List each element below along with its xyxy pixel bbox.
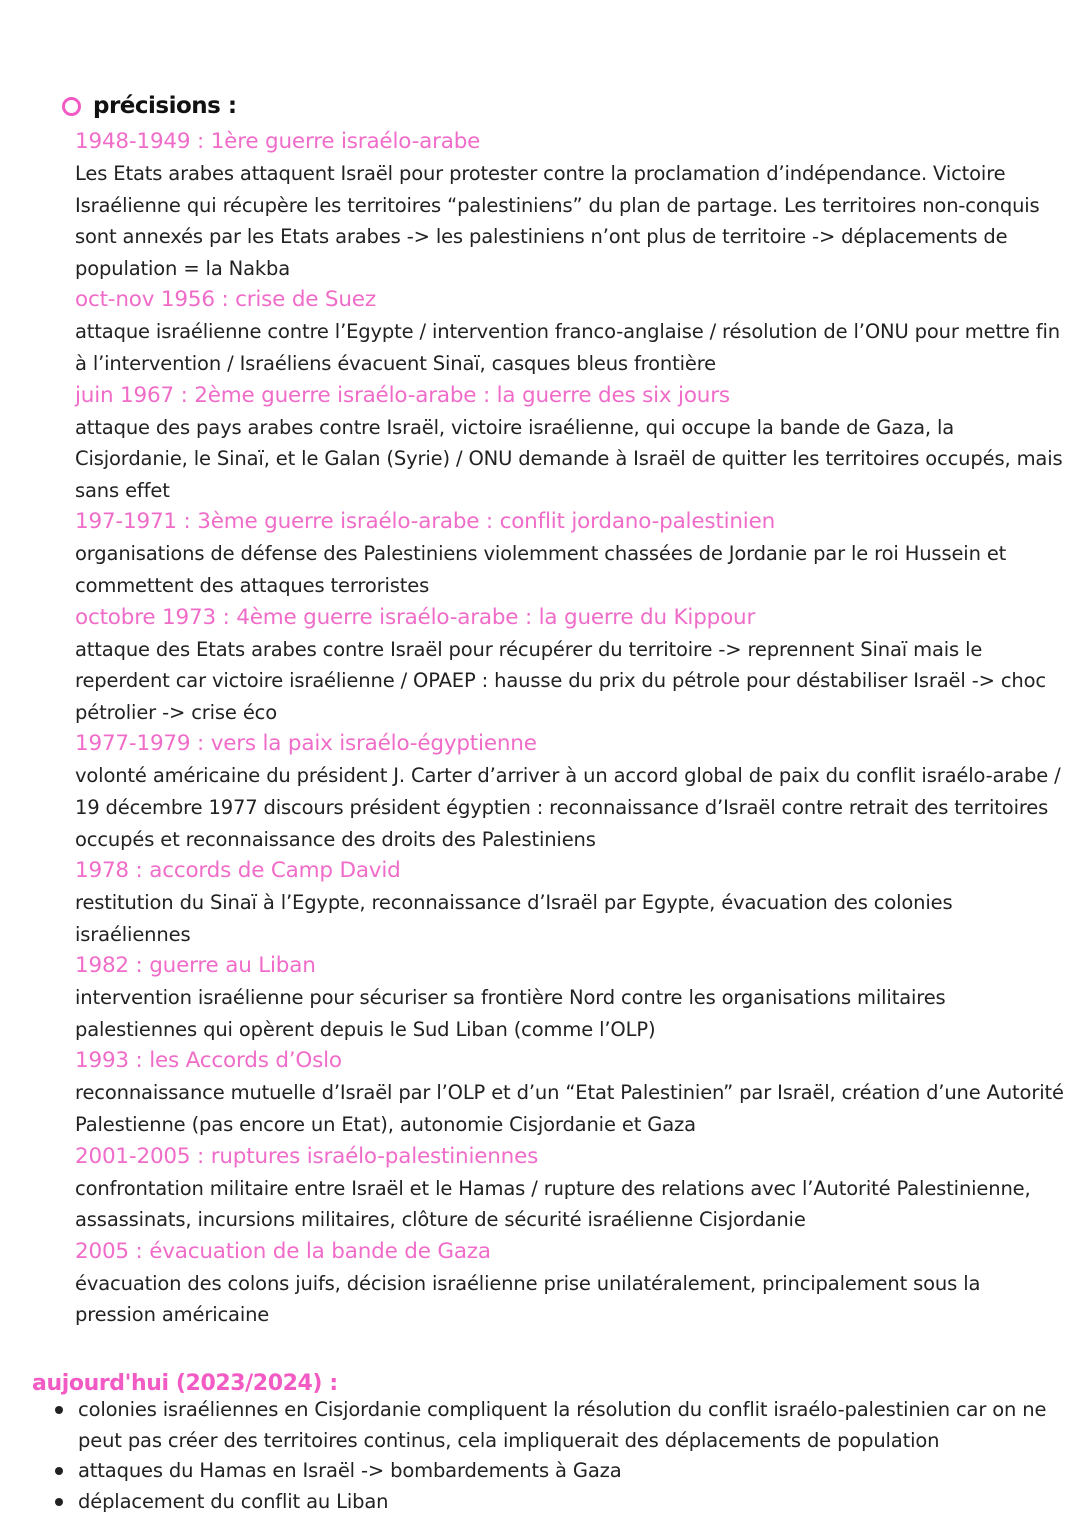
entry-title: oct-nov 1956 : crise de Suez bbox=[75, 287, 376, 313]
section-heading bbox=[62, 93, 237, 119]
entry-body: attaque des pays arabes contre Israël, victoire israélienne, qui occupe la bande de Gaza, la Cisjordanie, le Sinaï, et le Galan (Syrie) / ONU demande à Israël de quitter les territoires occupés, mais sans effet bbox=[75, 415, 1063, 502]
entry-body: intervention israélienne pour sécuriser sa frontière Nord contre les organisations militaires palestiennes qui opèrent depuis le Sud Liban (comme l’OLP) bbox=[75, 986, 946, 1041]
entry-title: 1982 : guerre au Liban bbox=[75, 953, 316, 979]
entry-title: 197-1971 : 3ème guerre israélo-arabe : conflit jordano-palestinien bbox=[75, 509, 776, 535]
entry-title: 2005 : évacuation de la bande de Gaza bbox=[75, 1238, 491, 1264]
entry-title: 1977-1979 : vers la paix israélo-égyptienne bbox=[75, 731, 537, 757]
circle-bullet-icon bbox=[62, 97, 81, 116]
entry-title: octobre 1973 : 4ème guerre israélo-arabe : la guerre du Kippour bbox=[75, 604, 756, 630]
entry-body: restitution du Sinaï à l’Egypte, reconnaissance d’Israël par Egypte, évacuation des colonies israéliennes bbox=[75, 891, 953, 946]
entry-body: confrontation militaire entre Israël et le Hamas / rupture des relations avec l’Autorité Palestinienne, assassinats, incursions militaires, clôture de sécurité israélienne Cisjordanie bbox=[75, 1176, 1031, 1232]
timeline-entry bbox=[75, 602, 1065, 729]
section-heading-label: précisions : bbox=[93, 93, 237, 119]
bullet-icon bbox=[55, 1498, 63, 1506]
timeline-entry bbox=[75, 126, 1065, 284]
list-item bbox=[55, 1456, 1065, 1487]
list-item-text: déplacement du conflit au Liban bbox=[78, 1489, 389, 1513]
timeline-entry bbox=[75, 506, 1065, 601]
timeline-entry bbox=[75, 380, 1065, 507]
bullet-icon bbox=[55, 1406, 63, 1414]
timeline-entry bbox=[75, 284, 1065, 379]
entry-body: attaque des Etats arabes contre Israël pour récupérer du territoire -> reprennent Sinaï mais le reperdent car victoire israélienne / OPAEP : hausse du prix du pétrole pour déstabiliser Israël -> choc pétrolier -> crise éco bbox=[75, 637, 1046, 724]
list-item-text: attaques du Hamas en Israël -> bombardements à Gaza bbox=[78, 1459, 622, 1482]
entry-body: organisations de défense des Palestiniens violemment chassées de Jordanie par le roi Hussein et commettent des attaques terroristes bbox=[75, 542, 1007, 597]
bullet-icon bbox=[55, 1467, 63, 1475]
timeline-entry bbox=[75, 1045, 1065, 1140]
timeline-entry bbox=[75, 728, 1065, 855]
entry-title: 1993 : les Accords d’Oslo bbox=[75, 1048, 342, 1074]
timeline-entry bbox=[75, 1236, 1065, 1331]
entry-title: 1978 : accords de Camp David bbox=[75, 858, 401, 884]
timeline-entry bbox=[75, 855, 1065, 950]
timeline-entries bbox=[75, 126, 1065, 1331]
list-item bbox=[55, 1395, 1065, 1456]
timeline-entry bbox=[75, 1141, 1065, 1236]
entry-title: 2001-2005 : ruptures israélo-palestiniennes bbox=[75, 1143, 539, 1169]
entry-title: juin 1967 : 2ème guerre israélo-arabe : la guerre des six jours bbox=[75, 382, 730, 408]
list-item bbox=[55, 1487, 1065, 1518]
today-list bbox=[55, 1395, 1065, 1517]
today-heading: aujourd'hui (2023/2024) : bbox=[32, 1371, 338, 1396]
entry-body: évacuation des colons juifs, décision israélienne prise unilatéralement, principalement sous la pression américaine bbox=[75, 1271, 981, 1327]
timeline-entry bbox=[75, 950, 1065, 1045]
entry-body: reconnaissance mutuelle d’Israël par l’OLP et d’un “Etat Palestinien” par Israël, création d’une Autorité Palestienne (pas encore un Etat), autonomie Cisjordanie et Gaza bbox=[75, 1081, 1064, 1137]
list-item-text: colonies israéliennes en Cisjordanie compliquent la résolution du conflit israélo-palestinien car on ne peut pas créer des territoires continus, cela impliquerait des déplacements de population bbox=[78, 1398, 1047, 1452]
entry-body: volonté américaine du président J. Carter d’arriver à un accord global de paix du conflit israélo-arabe / 19 décembre 1977 discours président égyptien : reconnaissance d’Israël contre retrait des territoires occupés et reconnaissance des droits des Palestiniens bbox=[75, 764, 1061, 851]
entry-body: attaque israélienne contre l’Egypte / intervention franco-anglaise / résolution de l’ONU pour mettre fin à l’intervention / Israéliens évacuent Sinaï, casques bleus frontière bbox=[75, 320, 1061, 375]
entry-title: 1948-1949 : 1ère guerre israélo-arabe bbox=[75, 129, 481, 154]
entry-body: Les Etats arabes attaquent Israël pour protester contre la proclamation d’indépendance. Victoire Israélienne qui récupère les territoires “palestiniens” du plan de partage. Les territoires non-conquis sont annexés par les Etats arabes -> les palestiniens n’ont plus de territoire -> déplacements de population = la Nakba bbox=[75, 162, 1040, 280]
